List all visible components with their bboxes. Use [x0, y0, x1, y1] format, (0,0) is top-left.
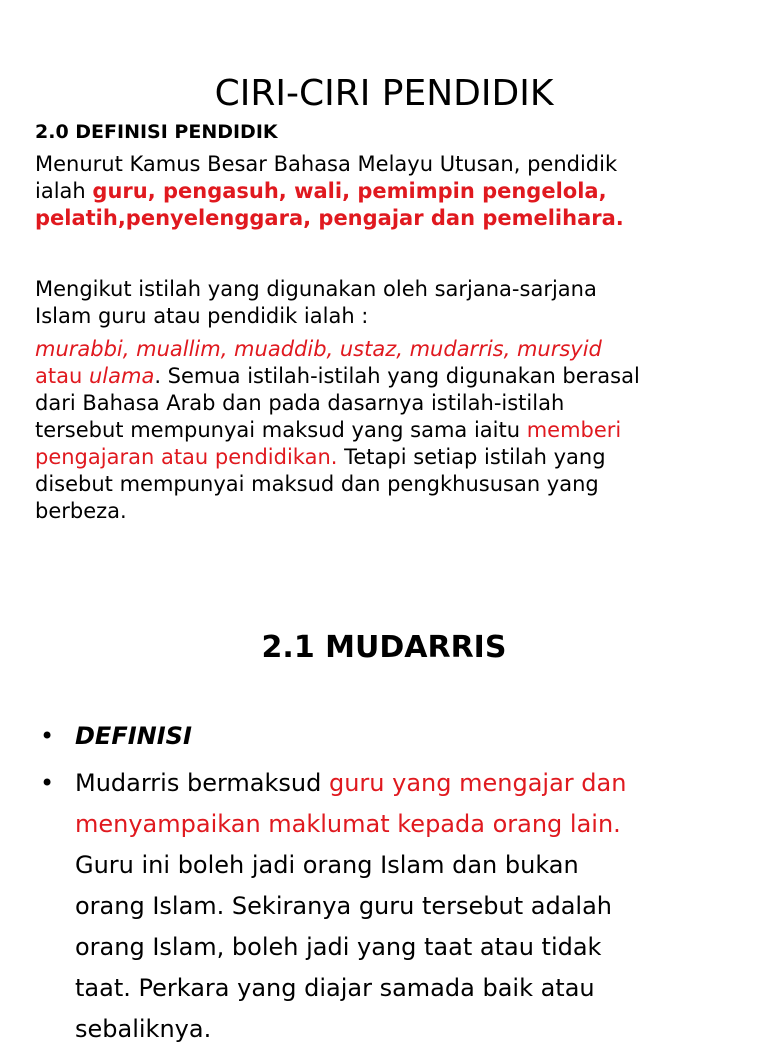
highlight-text: guru, pengasuh, wali, pemimpin pengelola,	[92, 179, 607, 203]
slide-title: 2.1 MUDARRIS	[261, 630, 507, 665]
highlight-text: murabbi, muallim, muaddib, ustaz, mudarris, mursyid	[35, 337, 602, 361]
text-line: sebaliknya.	[75, 1015, 212, 1043]
text-span: Mudarris bermaksud	[75, 769, 329, 797]
list-item	[40, 716, 740, 757]
definition-paragraph	[35, 151, 735, 232]
text-span: tersebut mempunyai maksud yang sama iaitu	[35, 418, 527, 442]
text-line: Mengikut istilah yang digunakan oleh sarjana-sarjana	[35, 277, 597, 301]
text-line: dari Bahasa Arab dan pada dasarnya istilah-istilah	[35, 391, 565, 415]
highlight-text: menyampaikan maklumat kepada orang lain.	[75, 810, 621, 838]
section-heading: 2.0 DEFINISI PENDIDIK	[35, 121, 278, 143]
text-line: taat. Perkara yang diajar samada baik atau	[75, 974, 595, 1002]
text-line: orang Islam, boleh jadi yang taat atau tidak	[75, 933, 602, 961]
terminology-paragraph	[35, 276, 735, 525]
text-span: . Semua istilah-istilah yang digunakan berasal	[154, 364, 640, 388]
text-line: Menurut Kamus Besar Bahasa Melayu Utusan, pendidik	[35, 152, 618, 176]
text-line	[35, 417, 735, 444]
slide-mudarris	[0, 580, 768, 1043]
slide-title: CIRI-CIRI PENDIDIK	[214, 73, 554, 114]
highlight-text: pengajaran atau pendidikan.	[35, 445, 338, 469]
definition-label: DEFINISI	[75, 722, 192, 750]
text-line: disebut mempunyai maksud dan pengkhususan yang	[35, 472, 599, 496]
text-line	[35, 178, 735, 205]
text-line	[35, 444, 735, 471]
bullet-list	[40, 716, 740, 1050]
text-line: orang Islam. Sekiranya guru tersebut adalah	[75, 892, 612, 920]
bullet-icon: •	[40, 722, 55, 750]
text-line	[35, 363, 735, 390]
highlight-text: atau	[35, 364, 89, 388]
highlight-text: guru yang mengajar dan	[328, 769, 627, 797]
text-span: ialah	[35, 179, 93, 203]
text-line	[75, 763, 740, 804]
highlight-text: memberi	[526, 418, 622, 442]
text-line: Guru ini boleh jadi orang Islam dan bukan	[75, 851, 579, 879]
highlight-text: ulama	[88, 364, 155, 388]
list-item	[40, 763, 740, 1050]
highlight-text: pelatih,penyelenggara, pengajar dan pemelihara.	[35, 206, 624, 230]
text-span: Tetapi setiap istilah yang	[337, 445, 606, 469]
bullet-icon: •	[40, 769, 55, 797]
text-line: Islam guru atau pendidik ialah :	[35, 304, 369, 328]
text-line: berbeza.	[35, 499, 127, 523]
